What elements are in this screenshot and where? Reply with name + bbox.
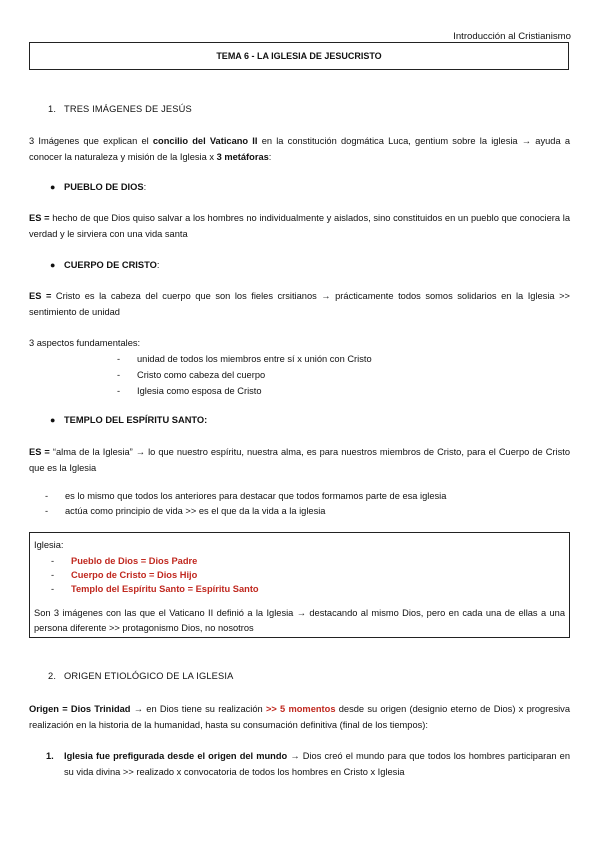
origin-bold: Origen = Dios Trinidad <box>29 704 131 714</box>
moment-1 <box>46 749 570 780</box>
summary-item-text: Pueblo de Dios = Dios Padre <box>71 555 198 566</box>
intro-text-mid: en la constitución dogmática Luca, gentium sobre la iglesia → ayuda a conocer la naturaleza y misión de la Iglesia x <box>29 136 570 162</box>
page-title: TEMA 6 - LA IGLESIA DE JESUCRISTO <box>216 51 382 61</box>
cuerpo-aspects-list <box>117 351 372 399</box>
section-2-origin <box>29 702 570 733</box>
intro-bold-metaforas: 3 metáforas <box>216 151 269 162</box>
pueblo-definition <box>29 211 570 242</box>
templo-points-list <box>45 489 447 518</box>
list-item: - unidad de todos los miembros entre sí x unión con Cristo <box>117 354 372 364</box>
bullet-templo-espiritu-santo <box>50 415 207 425</box>
intro-text: 3 Imágenes que explican el <box>29 136 153 146</box>
section-1-number: 1. <box>48 104 57 114</box>
templo-heading: TEMPLO DEL ESPÍRITU SANTO: <box>64 415 208 425</box>
pueblo-colon: : <box>143 182 147 192</box>
list-item: - Cuerpo de Cristo = Dios Hijo <box>51 569 198 580</box>
templo-point-text: es lo mismo que todos los anteriores para destacar que todos formamos parte de esa iglesia <box>65 491 447 501</box>
bullet-pueblo-de-dios <box>50 182 146 192</box>
templo-definition <box>29 445 570 476</box>
list-item: - Cristo como cabeza del cuerpo <box>117 370 266 380</box>
cuerpo-aspects-label: 3 aspectos fundamentales: <box>29 338 141 348</box>
section-2-heading <box>48 671 233 681</box>
intro-bold-concilio: concilio del Vaticano II <box>152 136 258 146</box>
templo-text: “alma de la Iglesia” → lo que nuestro espíritu, nuestra alma, es para nuestros miembros de Cristo, para el Cuerpo de Cristo que es la Iglesia <box>29 447 570 473</box>
templo-point-text: actúa como principio de vida >> es el que da la vida a la iglesia <box>65 505 326 516</box>
aspect-text: unidad de todos los miembros entre sí x unión con Cristo <box>137 354 372 364</box>
bullet-icon: ● <box>50 415 56 425</box>
page-title-box <box>29 42 569 70</box>
cuerpo-text: Cristo es la cabeza del cuerpo que son los fieles crsitianos → prácticamente todos somos solidarios en la Iglesia >> sentimiento de unidad <box>29 291 570 317</box>
summary-box <box>29 532 570 638</box>
bullet-cuerpo-de-cristo <box>50 260 159 270</box>
list-item: - Pueblo de Dios = Dios Padre <box>51 555 198 566</box>
moment-1-number: 1. <box>46 751 54 761</box>
section-2-number: 2. <box>48 671 57 681</box>
bullet-icon: ● <box>50 260 56 270</box>
summary-label: Iglesia: <box>34 540 64 550</box>
running-header: Introducción al Cristianismo <box>453 31 571 42</box>
cuerpo-definition <box>29 289 570 320</box>
section-1-intro <box>29 134 570 165</box>
list-item: - es lo mismo que todos los anteriores para destacar que todos formamos parte de esa iglesia <box>45 491 447 501</box>
moment-1-bold: Iglesia fue prefigurada desde el origen del mundo <box>64 751 288 761</box>
list-item: - Templo del Espíritu Santo = Espíritu Santo <box>51 583 259 594</box>
intro-text-end: : <box>268 151 272 162</box>
summary-item-text: Cuerpo de Cristo = Dios Hijo <box>71 569 198 580</box>
cuerpo-colon: : <box>156 260 160 270</box>
cuerpo-heading: CUERPO DE CRISTO <box>64 260 157 270</box>
templo-es-label: ES = <box>29 447 50 457</box>
pueblo-es-label: ES = <box>29 213 50 223</box>
summary-conclusion: Son 3 imágenes con las que el Vaticano II definió a la Iglesia → destacando al mismo Dios, pero en cada una de ellas a una persona diferente >> protagonismo Dios, no nosotros <box>34 607 565 633</box>
origin-text: → en Dios tiene su realización <box>130 704 266 714</box>
pueblo-heading: PUEBLO DE DIOS <box>64 182 144 192</box>
summary-item-text: Templo del Espíritu Santo = Espíritu Santo <box>71 583 259 594</box>
cuerpo-es-label: ES = <box>29 291 52 301</box>
list-item: - actúa como principio de vida >> es el que da la vida a la iglesia <box>45 505 326 516</box>
origin-text-end: desde su origen (designio eterno de Dios) x progresiva realización en la historia de la humanidad, hasta su consumación definitiva (final de los tiempos): <box>29 704 570 730</box>
section-1-heading <box>48 104 192 114</box>
aspect-text: Iglesia como esposa de Cristo <box>137 386 262 396</box>
origin-highlight: >> 5 momentos <box>265 704 336 714</box>
pueblo-text: hecho de que Dios quiso salvar a los hombres no individualmente y aislados, sino constituidos en un pueblo que conociera la verdad y le sirviera con una vida santa <box>29 213 570 239</box>
section-2-title: ORIGEN ETIOLÓGICO DE LA IGLESIA <box>64 671 234 681</box>
bullet-icon: ● <box>50 182 56 192</box>
list-item: - Iglesia como esposa de Cristo <box>117 386 262 396</box>
aspect-text: Cristo como cabeza del cuerpo <box>137 370 266 380</box>
moment-1-text: → Dios creó el mundo para que todos los hombres participaran en su vida divina >> realizado x convocatoria de todos los hombres en Cristo x Iglesia <box>64 751 570 777</box>
section-1-title: TRES IMÁGENES DE JESÚS <box>64 104 192 114</box>
